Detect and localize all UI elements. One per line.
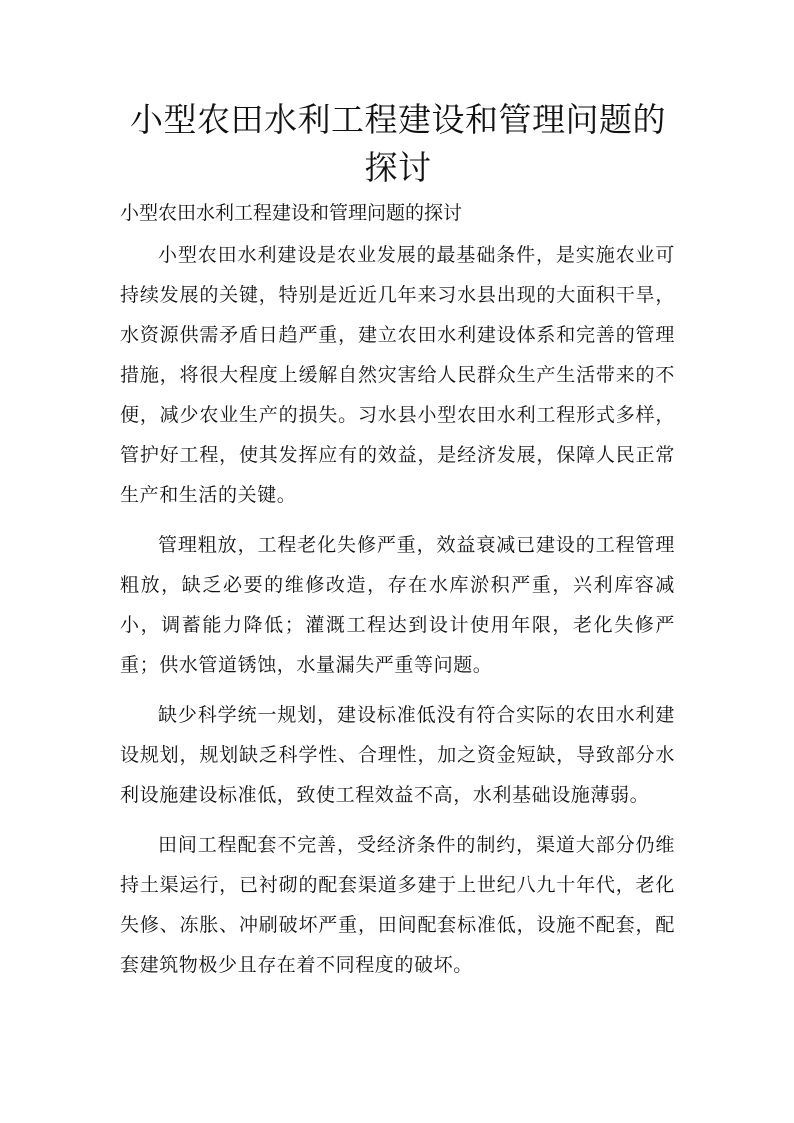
document-body: [120, 235, 675, 995]
paragraph-2: 管理粗放，工程老化失修严重，效益衰减已建设的工程管理粗放，缺乏必要的维修改造，存在水库淤积严重，兴利库容减小，调蓄能力降低；灌溉工程达到设计使用年限，老化失修严重；供水管道锈蚀，水量漏失严重等问题。: [120, 534, 675, 676]
paragraph-3: 缺少科学统一规划，建设标准低没有符合实际的农田水利建设规划，规划缺乏科学性、合理性，加之资金短缺，导致部分水利设施建设标准低，致使工程效益不高，水利基础设施薄弱。: [120, 704, 675, 806]
paragraph-1: 小型农田水利建设是农业发展的最基础条件，是实施农业可持续发展的关键，特别是近近几年来习水县出现的大面积干旱，水资源供需矛盾日趋严重，建立农田水利建设体系和完善的管理措施，将很大程度上缓解自然灾害给人民群众生产生活带来的不便，减少农业生产的损失。习水县小型农田水利工程形式多样，管护好工程，使其发挥应有的效益，是经济发展，保障人民正常生产和生活的关键。: [120, 244, 675, 506]
document-title: 小型农田水利工程建设和管理问题的探讨: [130, 100, 666, 187]
paragraph-4: 田间工程配套不完善，受经济条件的制约，渠道大部分仍维持土渠运行，已衬砌的配套渠道多建于上世纪八九十年代，老化失修、冻胀、冲刷破坏严重，田间配套标准低，设施不配套，配套建筑物极少且存在着不同程度的破坏。: [120, 834, 675, 976]
document-subtitle: 小型农田水利工程建设和管理问题的探讨: [120, 202, 463, 224]
